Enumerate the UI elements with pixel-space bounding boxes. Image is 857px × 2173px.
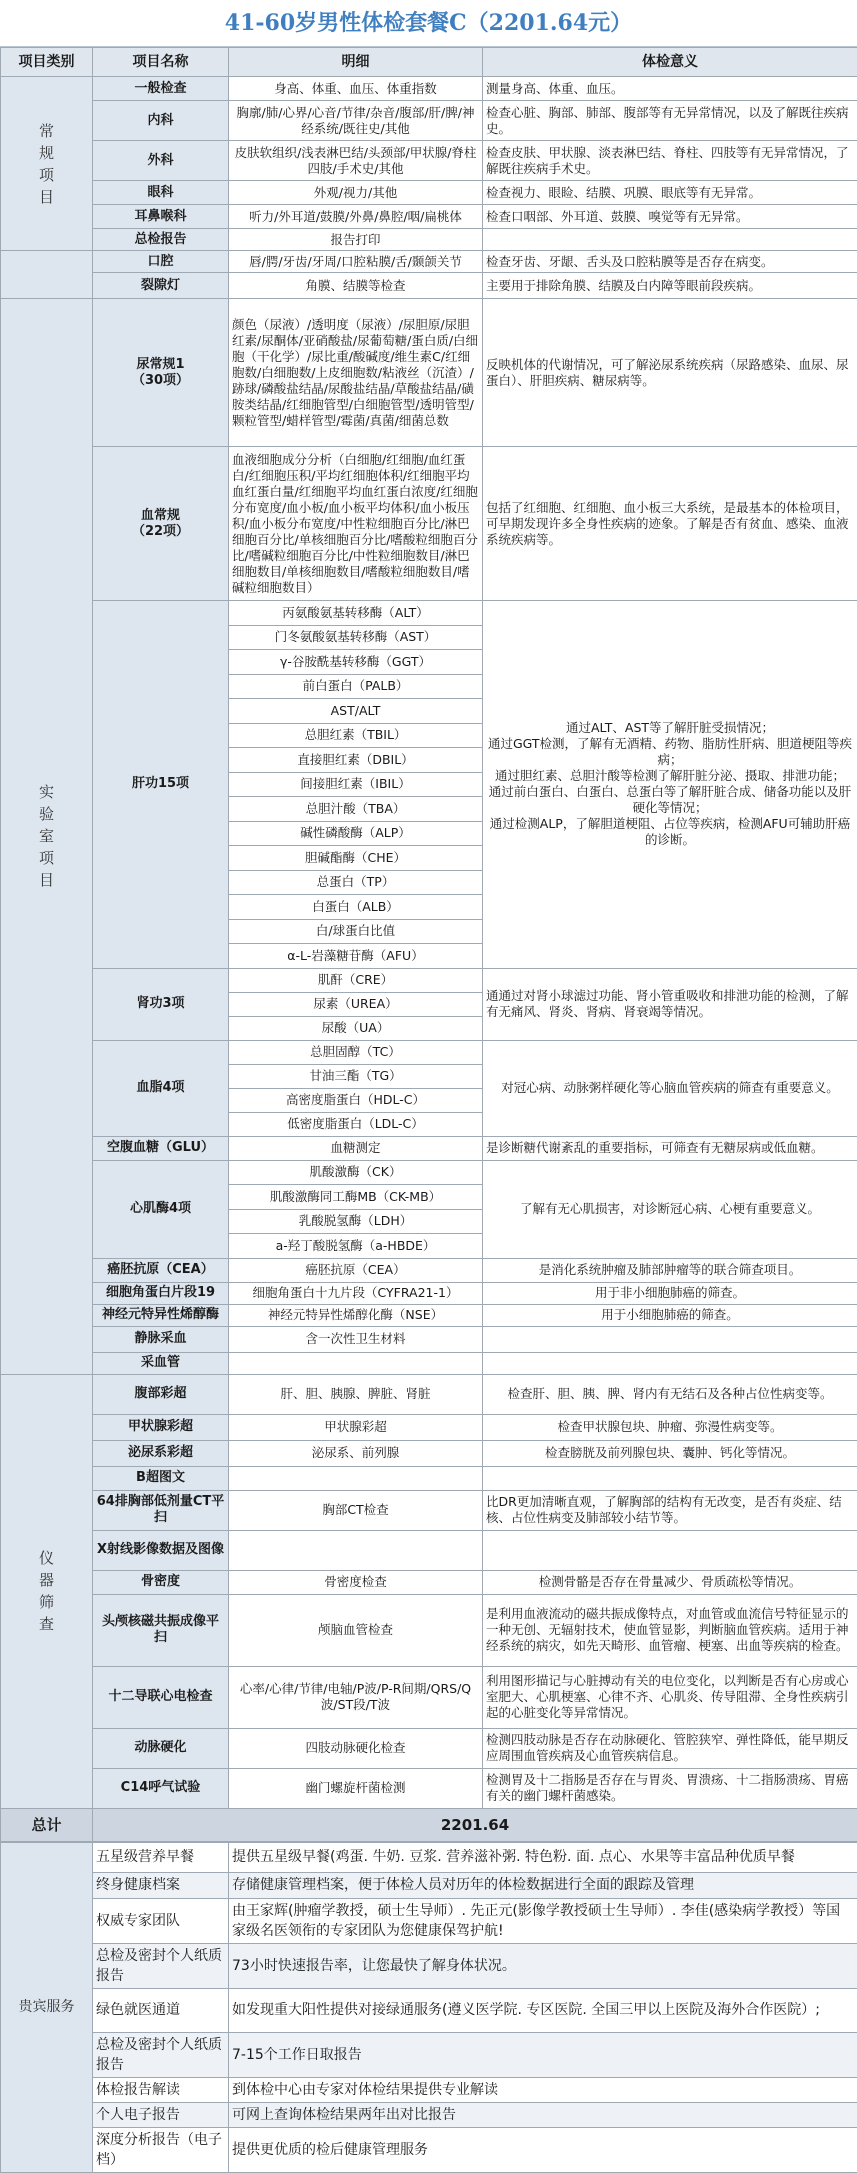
item-name: 肾功3项 xyxy=(93,968,229,1040)
vip-item-name: 个人电子报告 xyxy=(93,2102,229,2127)
vip-table xyxy=(0,1842,857,2173)
item-name: 甲状腺彩超 xyxy=(93,1414,229,1440)
item-detail: 心率/心律/节律/电轴/P波/P-R间期/QRS/Q波/ST段/T波 xyxy=(229,1666,483,1728)
table-row xyxy=(1,1768,857,1808)
item-detail: 尿酸（UA） xyxy=(229,1016,483,1040)
item-meaning: 通过ALT、AST等了解肝脏受损情况； 通过GGT检测，了解有无酒精、药物、脂肪性肝病、胆道梗阻等疾病； 通过胆红素、总胆汁酸等检测了解肝脏分泌、摄取、排泄功能； 通过前白蛋白、白蛋白、总蛋白等了解肝脏合成、储备功能以及肝硬化等情况； 通过检测ALP，了解胆道梗阻、占位等疾病，检测AFU可辅助肝癌的诊断。 xyxy=(483,601,857,969)
item-detail: 乳酸脱氢酶（LDH） xyxy=(229,1209,483,1234)
header-name: 项目名称 xyxy=(93,48,229,77)
item-name: 骨密度 xyxy=(93,1570,229,1594)
total-value: 2201.64 xyxy=(93,1808,857,1841)
vip-item-desc: 存储健康管理档案，便于体检人员对历年的体检数据进行全面的跟踪及管理 xyxy=(229,1872,857,1898)
header-meaning: 体检意义 xyxy=(483,48,857,77)
item-meaning: 是利用血液流动的磁共振成像特点，对血管或血流信号特征显示的一种无创、无辐射技术，使血管显影，判断脑血管疾病。适用于神经系统的病灾，如先天畸形、血管瘤、梗塞、出血等疾病的检查。 xyxy=(483,1594,857,1666)
vip-item-name: 五星级营养早餐 xyxy=(93,1842,229,1872)
vip-row xyxy=(1,1943,857,1988)
item-name: 细胞角蛋白片段19 xyxy=(93,1282,229,1304)
item-detail: 神经元特异性烯醇化酶（NSE） xyxy=(229,1304,483,1326)
vip-row xyxy=(1,2077,857,2102)
category-instrument-label: 仪器筛查 xyxy=(39,1547,55,1635)
item-detail: 肌酐（CRE） xyxy=(229,968,483,992)
item-meaning: 比DR更加清晰直观，了解胸部的结构有无改变，是否有炎症、结核、占位性病变及肺部较小结节等。 xyxy=(483,1490,857,1530)
item-detail: 细胞角蛋白十九片段（CYFRA21-1） xyxy=(229,1282,483,1304)
item-name: 泌尿系彩超 xyxy=(93,1440,229,1466)
item-meaning: 用于非小细胞肺癌的筛查。 xyxy=(483,1282,857,1304)
table-row xyxy=(1,1570,857,1594)
table-row xyxy=(1,101,857,141)
item-meaning: 利用图形描记与心脏搏动有关的电位变化，以判断是否有心房或心室肥大、心肌梗塞、心律不齐、心肌炎、传导阻滞、全身性疾病引起的心脏变化等异常情况。 xyxy=(483,1666,857,1728)
item-meaning: 用于小细胞肺癌的筛查。 xyxy=(483,1304,857,1326)
category-vip: 贵宾服务 xyxy=(1,1842,93,2172)
item-detail: 身高、体重、血压、体重指数 xyxy=(229,77,483,101)
vip-row xyxy=(1,2032,857,2077)
item-name: 血常规 （22项） xyxy=(93,447,229,601)
item-name: 尿常规1 （30项） xyxy=(93,299,229,447)
item-detail: 血液细胞成分分析（白细胞/红细胞/血红蛋白/红细胞压积/平均红细胞体积/红细胞平均血红蛋白量/红细胞平均血红蛋白浓度/红细胞分布宽度/血小板/血小板平均体积/血小板压积/血小板分布宽度/中性粒细胞百分比/淋巴细胞百分比/单核细胞百分比/嗜酸粒细胞百分比/嗜碱粒细胞百分比/中性粒细胞数目/淋巴细胞数目/单核细胞数目/嗜酸粒细胞数目/嗜碱粒细胞数目） xyxy=(229,447,483,601)
item-detail: 总胆固醇（TC） xyxy=(229,1040,483,1064)
vip-row xyxy=(1,2127,857,2172)
item-meaning: 通通过对肾小球滤过功能、肾小管重吸收和排泄功能的检测，了解有无痛风、肾炎、肾病、肾衰竭等情况。 xyxy=(483,968,857,1040)
item-meaning: 是诊断糖代谢紊乱的重要指标，可筛查有无糖尿病或低血糖。 xyxy=(483,1136,857,1160)
item-meaning: 检测胃及十二指肠是否存在与胃炎、胃溃疡、十二指肠溃疡、胃癌有关的幽门螺杆菌感染。 xyxy=(483,1768,857,1808)
item-detail: 门冬氨酸氨基转移酶（AST） xyxy=(229,625,483,650)
vip-item-desc: 7-15个工作日取报告 xyxy=(229,2032,857,2077)
vip-item-desc: 可网上查询体检结果两年出对比报告 xyxy=(229,2102,857,2127)
table-row xyxy=(1,1728,857,1768)
vip-row xyxy=(1,1872,857,1898)
item-detail: 碱性磷酸酶（ALP） xyxy=(229,821,483,846)
item-detail: 外观/视力/其他 xyxy=(229,181,483,205)
table-header-row xyxy=(1,48,857,77)
item-meaning: 检查心脏、胸部、肺部、腹部等有无异常情况，以及了解既往疾病史。 xyxy=(483,101,857,141)
vip-item-desc: 提供五星级早餐(鸡蛋. 牛奶. 豆浆. 营养滋补粥. 特色粉. 面. 点心、水果等丰富品种优质早餐 xyxy=(229,1842,857,1872)
item-name: 64排胸部低剂量CT平扫 xyxy=(93,1490,229,1530)
vip-item-desc: 到体检中心由专家对体检结果提供专业解读 xyxy=(229,2077,857,2102)
item-detail: 甘油三酯（TG） xyxy=(229,1064,483,1088)
item-detail: 癌胚抗原（CEA） xyxy=(229,1258,483,1282)
item-detail: 丙氨酸氨基转移酶（ALT） xyxy=(229,601,483,626)
item-detail: 血糖测定 xyxy=(229,1136,483,1160)
vip-item-name: 绿色就医通道 xyxy=(93,1988,229,2032)
table-row xyxy=(1,1466,857,1490)
item-meaning: 检查口咽部、外耳道、鼓膜、嗅觉等有无异常。 xyxy=(483,205,857,229)
item-detail: a-羟丁酸脱氢酶（a-HBDE） xyxy=(229,1234,483,1259)
table-row xyxy=(1,1040,857,1064)
vip-item-name: 总检及密封个人纸质报告 xyxy=(93,2032,229,2077)
item-name: C14呼气试验 xyxy=(93,1768,229,1808)
item-detail: 泌尿系、前列腺 xyxy=(229,1440,483,1466)
category-general xyxy=(1,77,93,251)
item-meaning: 检测骨骼是否存在骨量减少、骨质疏松等情况。 xyxy=(483,1570,857,1594)
item-name: B超图文 xyxy=(93,1466,229,1490)
table-row xyxy=(1,1666,857,1728)
table-row xyxy=(1,447,857,601)
item-detail xyxy=(229,1466,483,1490)
table-row xyxy=(1,1440,857,1466)
item-name: 空腹血糖（GLU） xyxy=(93,1136,229,1160)
category-general-label: 常规项目 xyxy=(39,120,55,208)
item-detail: 颜色（尿液）/透明度（尿液）/尿胆原/尿胆红素/尿酮体/亚硝酸盐/尿葡萄糖/蛋白质/白细胞（干化学）/尿比重/酸碱度/维生素C/红细胞数/白细胞数/上皮细胞数/粘液丝（沉渣）/跡球/磷酸盐结晶/尿酸盐结晶/草酸盐结晶/磺胺类结晶/红细胞管型/白细胞管型/透明管型/颗粒管型/蜡样管型/霉菌/真菌/细菌总数 xyxy=(229,299,483,447)
vip-item-name: 总检及密封个人纸质报告 xyxy=(93,1943,229,1988)
item-name: 外科 xyxy=(93,141,229,181)
item-meaning xyxy=(483,229,857,251)
item-detail: 甲状腺彩超 xyxy=(229,1414,483,1440)
item-detail: 肝、胆、胰腺、脾脏、肾脏 xyxy=(229,1374,483,1414)
total-row xyxy=(1,1808,857,1841)
item-name: 心肌酶4项 xyxy=(93,1160,229,1258)
item-detail: 报告打印 xyxy=(229,229,483,251)
item-detail: 总胆红素（TBIL） xyxy=(229,723,483,748)
category-instrument xyxy=(1,1374,93,1808)
item-detail: 颅脑血管检查 xyxy=(229,1594,483,1666)
vip-row xyxy=(1,2102,857,2127)
table-row xyxy=(1,1282,857,1304)
package-table xyxy=(0,47,857,1842)
item-meaning: 检查膀胱及前列腺包块、囊肿、钙化等情况。 xyxy=(483,1440,857,1466)
item-detail: 高密度脂蛋白（HDL-C） xyxy=(229,1088,483,1112)
item-meaning: 了解有无心肌损害，对诊断冠心病、心梗有重要意义。 xyxy=(483,1160,857,1258)
item-detail: 听力/外耳道/鼓膜/外鼻/鼻腔/咽/扁桃体 xyxy=(229,205,483,229)
item-name: 血脂4项 xyxy=(93,1040,229,1136)
item-detail: 总胆汁酸（TBA） xyxy=(229,797,483,822)
item-detail: 皮肤软组织/浅表淋巴结/头颈部/甲状腺/脊柱四肢/手术史/其他 xyxy=(229,141,483,181)
item-name: 神经元特异性烯醇酶 xyxy=(93,1304,229,1326)
item-meaning: 检查皮肤、甲状腺、淡表淋巴结、脊柱、四肢等有无异常情况，了解既往疾病手术史。 xyxy=(483,141,857,181)
item-detail: 幽门螺旋杆菌检测 xyxy=(229,1768,483,1808)
item-detail: 肌酸激酶（CK） xyxy=(229,1160,483,1185)
item-detail: 胸部CT检查 xyxy=(229,1490,483,1530)
item-meaning: 检测四肢动脉是否存在动脉硬化、管腔狭窄、弹性降低，能早期反应周围血管疾病及心血管疾病信息。 xyxy=(483,1728,857,1768)
item-name: 采血管 xyxy=(93,1352,229,1374)
item-meaning xyxy=(483,1530,857,1570)
table-row xyxy=(1,251,857,273)
item-detail xyxy=(229,1530,483,1570)
item-detail xyxy=(229,1352,483,1374)
item-meaning: 测量身高、体重、血压。 xyxy=(483,77,857,101)
table-row xyxy=(1,1594,857,1666)
item-meaning: 检查视力、眼睑、结膜、巩膜、眼底等有无异常。 xyxy=(483,181,857,205)
table-row xyxy=(1,181,857,205)
item-name: 耳鼻喉科 xyxy=(93,205,229,229)
header-category: 项目类别 xyxy=(1,48,93,77)
table-row xyxy=(1,1160,857,1185)
item-meaning: 检查肝、胆、胰、脾、肾内有无结石及各种占位性病变等。 xyxy=(483,1374,857,1414)
category-lab-label: 实验室项目 xyxy=(39,781,55,891)
item-detail: 尿素（UREA） xyxy=(229,992,483,1016)
table-row xyxy=(1,273,857,299)
item-name: 动脉硬化 xyxy=(93,1728,229,1768)
item-name: 十二导联心电检查 xyxy=(93,1666,229,1728)
item-name: 静脉采血 xyxy=(93,1326,229,1352)
item-detail: 唇/腭/牙齿/牙周/口腔粘膜/舌/颞颌关节 xyxy=(229,251,483,273)
table-row xyxy=(1,299,857,447)
item-detail: 直接胆红素（DBIL） xyxy=(229,748,483,773)
item-detail: 前白蛋白（PALB） xyxy=(229,674,483,699)
category-blank xyxy=(1,251,93,299)
item-meaning xyxy=(483,1466,857,1490)
table-row xyxy=(1,1352,857,1374)
item-detail: 角膜、结膜等检查 xyxy=(229,273,483,299)
item-detail: AST/ALT xyxy=(229,699,483,724)
item-detail: 总蛋白（TP） xyxy=(229,870,483,895)
item-detail: 白蛋白（ALB） xyxy=(229,895,483,920)
item-detail: 白/球蛋白比值 xyxy=(229,919,483,944)
category-lab xyxy=(1,299,93,1375)
vip-item-name: 深度分析报告（电子档） xyxy=(93,2127,229,2172)
item-meaning: 包括了红细胞、红细胞、血小板三大系统，是最基本的体检项目，可早期发现许多全身性疾病的迹象。了解是否有贫血、感染、血液系统疾病等。 xyxy=(483,447,857,601)
table-row xyxy=(1,1490,857,1530)
table-row xyxy=(1,205,857,229)
item-name: 口腔 xyxy=(93,251,229,273)
table-row xyxy=(1,968,857,992)
item-meaning xyxy=(483,1352,857,1374)
item-meaning: 对冠心病、动脉粥样硬化等心脑血管疾病的筛查有重要意义。 xyxy=(483,1040,857,1136)
item-name: 一般检查 xyxy=(93,77,229,101)
item-detail: 肌酸激酶同工酶MB（CK-MB） xyxy=(229,1185,483,1210)
item-name: 眼科 xyxy=(93,181,229,205)
page-title: 41-60岁男性体检套餐C（2201.64元） xyxy=(0,0,857,47)
vip-row xyxy=(1,1988,857,2032)
item-detail: 低密度脂蛋白（LDL-C） xyxy=(229,1112,483,1136)
table-row xyxy=(1,1326,857,1352)
item-detail: γ-谷胺酰基转移酶（GGT） xyxy=(229,650,483,675)
vip-item-desc: 由王家辉(肿瘤学教授，硕士生导师）. 先正元(影像学教授硕士生导师）. 李佳(感染病学教授）等国家级名医领衔的专家团队为您健康保驾护航! xyxy=(229,1898,857,1943)
header-detail: 明细 xyxy=(229,48,483,77)
item-name: 肝功15项 xyxy=(93,601,229,969)
item-detail: 胸廓/肺/心界/心音/节律/杂音/腹部/肝/脾/神经系统/既往史/其他 xyxy=(229,101,483,141)
item-detail: α-L-岩藻糖苷酶（AFU） xyxy=(229,944,483,969)
vip-row xyxy=(1,1898,857,1943)
item-detail: 骨密度检查 xyxy=(229,1570,483,1594)
item-name: 头颅核磁共振成像平扫 xyxy=(93,1594,229,1666)
item-name: 总检报告 xyxy=(93,229,229,251)
table-row xyxy=(1,77,857,101)
table-row xyxy=(1,1258,857,1282)
item-meaning: 主要用于排除角膜、结膜及白内障等眼前段疾病。 xyxy=(483,273,857,299)
item-detail: 四肢动脉硬化检查 xyxy=(229,1728,483,1768)
item-name: 癌胚抗原（CEA） xyxy=(93,1258,229,1282)
vip-row xyxy=(1,1842,857,1872)
vip-item-name: 体检报告解读 xyxy=(93,2077,229,2102)
item-meaning: 检查牙齿、牙龈、舌头及口腔粘膜等是否存在病变。 xyxy=(483,251,857,273)
table-row xyxy=(1,141,857,181)
item-name: 内科 xyxy=(93,101,229,141)
vip-item-desc: 如发现重大阳性提供对接绿通服务(遵义医学院. 专区医院. 全国三甲以上医院及海外合作医院）; xyxy=(229,1988,857,2032)
item-name: 腹部彩超 xyxy=(93,1374,229,1414)
table-row xyxy=(1,601,857,626)
item-meaning: 是消化系统肿瘤及肺部肿瘤等的联合筛查项目。 xyxy=(483,1258,857,1282)
item-detail: 间接胆红素（IBIL） xyxy=(229,772,483,797)
item-meaning: 反映机体的代谢情况，可了解泌尿系统疾病（尿路感染、血尿、尿蛋白）、肝胆疾病、糖尿病等。 xyxy=(483,299,857,447)
vip-item-desc: 提供更优质的检后健康管理服务 xyxy=(229,2127,857,2172)
item-name: X射线影像数据及图像 xyxy=(93,1530,229,1570)
item-meaning xyxy=(483,1326,857,1352)
vip-item-name: 终身健康档案 xyxy=(93,1872,229,1898)
table-row xyxy=(1,1374,857,1414)
item-detail: 含一次性卫生材料 xyxy=(229,1326,483,1352)
item-name: 裂隙灯 xyxy=(93,273,229,299)
vip-item-desc: 73小时快速报告率，让您最快了解身体状况。 xyxy=(229,1943,857,1988)
table-row xyxy=(1,1136,857,1160)
item-meaning: 检查甲状腺包块、肿瘤、弥漫性病变等。 xyxy=(483,1414,857,1440)
vip-item-name: 权威专家团队 xyxy=(93,1898,229,1943)
table-row xyxy=(1,1530,857,1570)
item-detail: 胆碱酯酶（CHE） xyxy=(229,846,483,871)
table-row xyxy=(1,229,857,251)
total-label: 总计 xyxy=(1,1808,93,1841)
table-row xyxy=(1,1304,857,1326)
table-row xyxy=(1,1414,857,1440)
